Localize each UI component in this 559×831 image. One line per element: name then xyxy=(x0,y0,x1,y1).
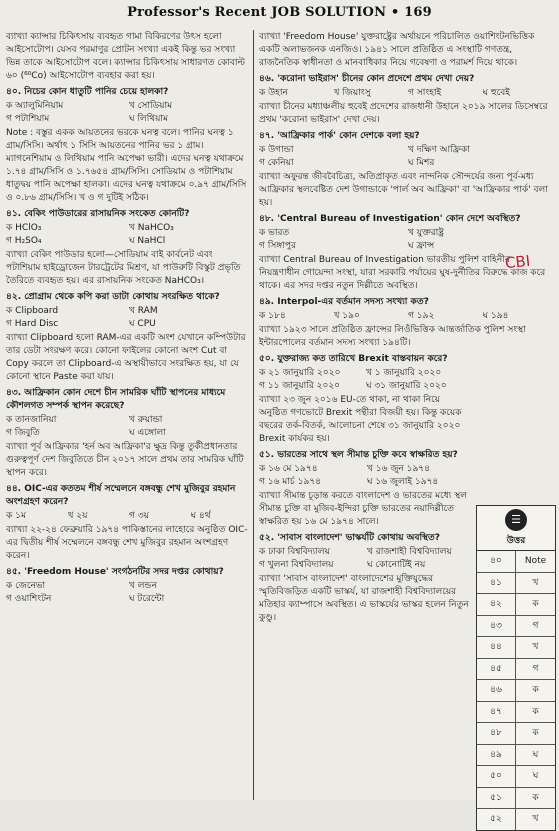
answer-key-row xyxy=(477,551,555,573)
question-50: ৫০. যুক্তরাজ্য কত তারিখে Brexit বাস্তবায়ন করে? xyxy=(259,354,448,364)
column-divider xyxy=(253,30,254,800)
options-50 xyxy=(259,367,469,393)
answer-key-row xyxy=(477,745,555,767)
option: ক Clipboard xyxy=(6,306,59,316)
question-number: ৪০ xyxy=(477,551,516,572)
options-45 xyxy=(6,580,248,606)
question-number: ৪৭ xyxy=(477,702,516,723)
explanation: ব্যাখ্যা চীনের মধ্যাঞ্চলীয় হুবেই প্রদেশের রাজধানী উহানে ২০১৯ সালের ডিসেম্বরে প্রথম 'করোনা ভাইরাস' দেখা দেয়। xyxy=(259,102,548,125)
answer-value: ক xyxy=(532,706,539,717)
explanation: ব্যাখ্যা ২২-২৪ ফেব্রুয়ারি ১৯৭৪ পাকিস্তানের লাহোরে অনুষ্ঠিত OIC-এর দ্বিতীয় শীর্ষ সম্মেলনে বঙ্গবন্ধু শেখ মুজিবুর রহমান অংশগ্রহণ করেন। xyxy=(6,525,248,561)
explanation: ব্যাখ্যা Central Bureau of Investigation ভারতীয় পুলিশ বাহিনীর নিয়ন্ত্রণাধীন গোয়েন্দা সংস্থা, যারা সরকারি পর্যায়ের ঘুষ-দুর্নীতির বিরুদ্ধে কাজ করে থাকে। এর সদর দপ্তর নতুন দিল্লীতে অবস্থিত। xyxy=(259,255,546,291)
option: গ পটাশিয়াম xyxy=(6,114,50,124)
handwritten-note: CBI xyxy=(504,251,532,273)
option: গ জিবুতি xyxy=(6,428,40,438)
answer-value: Note xyxy=(524,556,547,566)
option: ঘ মিশর xyxy=(408,158,435,168)
answer-key-row xyxy=(477,766,555,788)
explanation: ব্যাখ্যা ক্যান্সার চিকিৎসায় ব্যবহৃত গামা বিকিরণের উৎস হলো আইসোটোপ। যেসব পরমাণুর প্রোটন সংখ্যা একই কিন্তু ভর সংখ্যা ভিন্ন তাকে আইসোটোপ বলে। ক্যান্সার চিকিৎসায় সাধারণত কোবাল্ট ৬০ (⁶⁰Co) আইসোটোপ ব্যবহার করা হয়। xyxy=(6,32,245,81)
option: ক উগান্ডা xyxy=(259,145,294,155)
answer-key-rows xyxy=(477,551,555,830)
options-51 xyxy=(259,463,471,489)
option: গ ১৯২ xyxy=(408,311,435,321)
option: খ যুক্তরাষ্ট্র xyxy=(408,228,444,238)
question-44: ৪৪. OIC-এর কততম শীর্ষ সম্মেলনে বঙ্গবন্ধু শেখ মুজিবুর রহমান অংশগ্রহণ করেন? xyxy=(6,484,236,507)
option: ঘ হুবেই xyxy=(482,88,510,98)
answer-key-label: উত্তর xyxy=(506,535,526,546)
answer-key-row xyxy=(477,702,555,724)
answer-key-row xyxy=(477,680,555,702)
option: ক ২১ জানুয়ারি ২০২০ xyxy=(259,368,341,378)
question-51: ৫১. ভারতের সাথে স্থল সীমান্ত চুক্তি কবে স্বাক্ষরিত হয়? xyxy=(259,450,458,460)
options-46 xyxy=(259,87,553,100)
question-42: ৪২. প্রোগ্রাম থেকে কপি করা ডাটা কোথায় সংরক্ষিত থাকে? xyxy=(6,292,220,302)
option: খ ২য় xyxy=(67,511,88,521)
question-52: ৫২. 'সাবাস বাংলাদেশ' ভাস্কর্যটি কোথায় অবস্থিত? xyxy=(259,533,440,543)
question-number: ৪৬ xyxy=(477,680,516,701)
option: গ সাংহাই xyxy=(408,88,442,98)
question-40: ৪০. নিচের কোন ধাতুটি পানির চেয়ে হালকা? xyxy=(6,87,169,97)
options-49 xyxy=(259,310,553,323)
question-49: ৪৯. Interpol-এর বর্তমান সদস্য সংখ্যা কত? xyxy=(259,297,429,307)
question-43: ৪৩. আফ্রিকান কোন দেশে চীন সামরিক ঘাঁটি স্থাপনের মাধ্যমে কৌশলগত সম্পর্ক স্থাপন করেছে? xyxy=(6,388,226,411)
options-42 xyxy=(6,305,248,331)
answer-key-row xyxy=(477,723,555,745)
option: ক অ্যালুমিনিয়াম xyxy=(6,101,64,111)
answer-key xyxy=(476,505,556,831)
option: ঘ লিথিয়াম xyxy=(129,114,169,124)
option: ক জেনেভা xyxy=(6,581,46,591)
option: খ NaHCO₃ xyxy=(129,223,174,233)
question-46: ৪৬. 'করোনা ভাইরাস' চীনের কোন প্রদেশে প্রথম দেখা দেয়? xyxy=(259,74,475,84)
option: খ দক্ষিণ আফ্রিকা xyxy=(408,145,470,155)
option: ক ১৬ মে ১৯৭৪ xyxy=(259,464,318,474)
page-header: Professor's Recent JOB SOLUTION • 169 xyxy=(127,5,432,20)
answer-key-row xyxy=(477,594,555,616)
question-number: ৪৫ xyxy=(477,659,516,680)
option: খ ১ জানুয়ারি ২০২০ xyxy=(366,368,442,378)
answer-value: খ xyxy=(532,577,539,588)
options-47 xyxy=(259,144,553,170)
answer-value: খ xyxy=(532,814,539,824)
option: ঘ ফ্রান্স xyxy=(408,241,435,251)
options-41 xyxy=(6,222,248,248)
options-52 xyxy=(259,546,471,572)
options-48 xyxy=(259,227,553,253)
option: গ ওয়াশিংটন xyxy=(6,594,52,604)
question-number: ৪২ xyxy=(477,594,516,615)
answer-value: ঘ xyxy=(532,771,539,781)
note: Note : বস্তুর একক আয়তনের ভরকে ঘনত্ব বলে। পানির ঘনত্ব ১ গ্রাম/সিসি। অর্থাৎ ১ সিসি আয়তনের পানির ভর ১ গ্রাম। ম্যাগনেশিয়াম ও লিথিয়াম পানি অপেক্ষা ভারী। এদের ঘনত্ব যথাক্রমে ১.৭৪ গ্রাম/সিসি ও ১.৭৬৫৪ গ্রাম/সিসি। সোডিয়াম ও পটাশিয়াম ধাতুদ্বয় পানি অপেক্ষা হালকা। এদের ঘনত্ব যথাক্রমে ০.৯৭ গ্রাম/সিসি ও ০.৮৬ গ্রাম/সিসি। খ ও গ দুটিই সঠিক। xyxy=(6,128,247,203)
option: খ ১৯০ xyxy=(333,311,360,321)
answer-value: ক xyxy=(532,599,539,609)
question-number: ৫২ xyxy=(477,809,516,830)
answer-value: ক xyxy=(532,792,539,803)
options-44 xyxy=(6,510,248,523)
option: ঘ ৩১ জানুয়ারি ২০২০ xyxy=(366,381,447,391)
book-icon: ☰ xyxy=(505,509,527,531)
answer-value: গ xyxy=(532,620,539,631)
option: গ H₂SO₄ xyxy=(6,236,42,246)
question-41: ৪১. বেকিং পাউডারের রাসায়নিক সংকেত কোনটি? xyxy=(6,209,190,219)
option: ঘ কোনোটিই নয় xyxy=(367,560,426,570)
option: খ RAM xyxy=(129,306,158,316)
option: ক তানজানিয়া xyxy=(6,415,57,425)
answer-key-header xyxy=(477,506,555,551)
question-number: ৪৩ xyxy=(477,616,516,637)
explanation: ব্যাখ্যা 'Freedom House' যুক্তরাষ্ট্রের অর্থায়নে পরিচালিত ওয়াশিংটনভিত্তিক একটি অলাভজনক এনজিও। ১৯৪১ সালে প্রতিষ্ঠিত এ সংস্থাটি গণতন্ত্র, রাজনৈতিক স্বাধীনতা ও মানবাধিকার নিয়ে গবেষণা ও পরামর্শ দিয়ে থাকে। xyxy=(259,32,535,68)
question-number: ৪৯ xyxy=(477,745,516,766)
option: ক ১৮৪ xyxy=(259,311,286,321)
option: খ ১৬ জুন ১৯৭৪ xyxy=(367,464,430,474)
explanation: ব্যাখ্যা সীমান্ত চূড়ান্ত করতে বাংলাদেশ ও ভারতের মধ্যে স্থল সীমান্ত চুক্তি বা মুজিব-ইন্দিরা চুক্তি ভারতের নয়াদিল্লীতে স্বাক্ষরিত হয় ১৬ মে ১৯৭৪ সালে। xyxy=(259,491,467,527)
explanation: ব্যাখ্যা অফুরন্ত জীববৈচিত্র্য, অতিপ্রাকৃত এবং নান্দনিক সৌন্দর্যের জন্য পূর্ব-মধ্য আফ্রিকার স্থলবেষ্টিত দেশ উগান্ডাকে 'পার্ল অব আফ্রিকা' বা 'আফ্রিকার পার্ক' বলা হয়। xyxy=(259,172,548,208)
answer-key-row xyxy=(477,809,555,830)
answer-key-row xyxy=(477,573,555,595)
question-45: ৪৫. 'Freedom House' সংগঠনটির সদর দপ্তর কোথায়? xyxy=(6,567,224,577)
question-48: ৪৮. 'Central Bureau of Investigation' কোন দেশে অবস্থিত? xyxy=(259,214,521,224)
option: ক ঢাকা বিশ্ববিদ্যালয় xyxy=(259,547,330,557)
option: ঘ টরেন্টো xyxy=(129,594,165,604)
question-number: ৪৮ xyxy=(477,723,516,744)
question-number: ৫১ xyxy=(477,788,516,809)
option: গ কেনিয়া xyxy=(259,158,294,168)
answer-key-row xyxy=(477,616,555,638)
answer-value: গ xyxy=(532,663,539,674)
explanation: ব্যাখ্যা ১৯২৩ সালে প্রতিষ্ঠিত ফ্রান্সের লিওঁভিত্তিক আন্তর্জাতিক পুলিশ সংস্থা ইন্টারপোলের বর্তমান সদস্য সংখ্যা ১৯৪টি। xyxy=(259,325,526,348)
options-40 xyxy=(6,100,248,126)
explanation: ব্যাখ্যা 'সাবাস বাংলাদেশ' বাংলাদেশের মুক্তিযুদ্ধের স্মৃতিবিজড়িত একটি ভাস্কর্য, যা রাজশাহী বিশ্ববিদ্যালয়ের মতিহার ক্যাম্পাসে অবস্থিত। এ ভাস্কর্যের ভাস্কর হলেন নিতুন কুণ্ডু। xyxy=(259,574,469,623)
option: ঘ ৪র্থ xyxy=(190,511,211,521)
explanation: ব্যাখ্যা পূর্ব আফ্রিকার 'হর্ন অব আফ্রিকা'র ক্ষুদ্র কিন্তু তুর্কীপ্রধানতার গুরুত্বপূর্ণ দেশ জিবুতিতে চীন ২০১৭ সালে প্রথম তার সামরিক ঘাঁটি স্থাপন করে। xyxy=(6,442,244,478)
option: খ জিয়াংসু xyxy=(333,88,371,98)
question-number: ৪১ xyxy=(477,573,516,594)
answer-value: ঘ xyxy=(532,749,539,760)
question-47: ৪৭. 'আফ্রিকার পার্ক' কোন দেশকে বলা হয়? xyxy=(259,131,420,141)
explanation: ব্যাখ্যা বেকিং পাউডার হলো—সোডিয়াম বাই কার্বনেট এবং পটাশিয়াম হাইড্রোজেন টারট্রেটের মিশ্রণ, যা পাউরুটি বিস্কুট প্রভৃতি তৈরিতে ব্যবহৃত হয়। এর রাসায়নিক সংকেত NaHCO₃। xyxy=(6,250,241,286)
option: ঘ এঙ্গোলা xyxy=(129,428,166,438)
option: ক ভারত xyxy=(259,228,290,238)
answer-key-row xyxy=(477,659,555,681)
option: গ ১৬ মার্চ ১৯৭৪ xyxy=(259,477,322,487)
option: ঘ NaHCl xyxy=(129,236,166,246)
option: গ সিঙ্গাপুর xyxy=(259,241,296,251)
option: খ লন্ডন xyxy=(129,581,158,591)
explanation: ব্যাখ্যা ২৩ জুন ২০১৬ EU-তে থাকা, না থাকা নিয়ে অনুষ্ঠিত গণভোটে Brexit পন্থীরা বিজয়ী হয়। কিন্তু কয়েক বছরের তর্ক-বিতর্ক, আলোচনা শেষে ৩১ জানুয়ারি ২০২০ Brexit কার্যকর হয়। xyxy=(259,395,462,444)
option: খ রুয়ান্ডা xyxy=(129,415,163,425)
left-column xyxy=(6,30,248,607)
question-number: ৫০ xyxy=(477,766,516,787)
option: ঘ CPU xyxy=(129,319,156,329)
answer-value: ক xyxy=(532,685,539,695)
answer-value: ক xyxy=(532,728,539,738)
option: ক HClO₃ xyxy=(6,223,42,233)
option: ঘ ১৬ জুলাই ১৯৭৪ xyxy=(367,477,439,487)
explanation: ব্যাখ্যা Clipboard হলো RAM-এর একটি অংশ যেখানে কম্পিউটার তার ডেটা সংরক্ষণ করে। কোনো ফাইলের কোনো অংশ Cut বা Copy করলে তা Clipboard-এ অস্থায়ীভাবে সংরক্ষিত হয়, যা যে কোনো স্থানে Paste করা যায়। xyxy=(6,333,246,382)
question-number: ৪৪ xyxy=(477,637,516,658)
option: গ ৩য় xyxy=(129,511,149,521)
answer-key-row xyxy=(477,788,555,810)
option: খ সোডিয়াম xyxy=(129,101,173,111)
answer-key-row xyxy=(477,637,555,659)
option: গ খুলনা বিশ্ববিদ্যালয় xyxy=(259,560,334,570)
option: গ ১১ জানুয়ারি ২০২০ xyxy=(259,381,341,391)
option: ক উহান xyxy=(259,88,288,98)
options-43 xyxy=(6,414,248,440)
answer-value: খ xyxy=(532,642,539,652)
option: ক ১ম xyxy=(6,511,26,521)
option: ঘ ১৯৪ xyxy=(482,311,509,321)
option: খ রাজশাহী বিশ্ববিদ্যালয় xyxy=(367,547,452,557)
option: গ Hard Disc xyxy=(6,319,59,329)
